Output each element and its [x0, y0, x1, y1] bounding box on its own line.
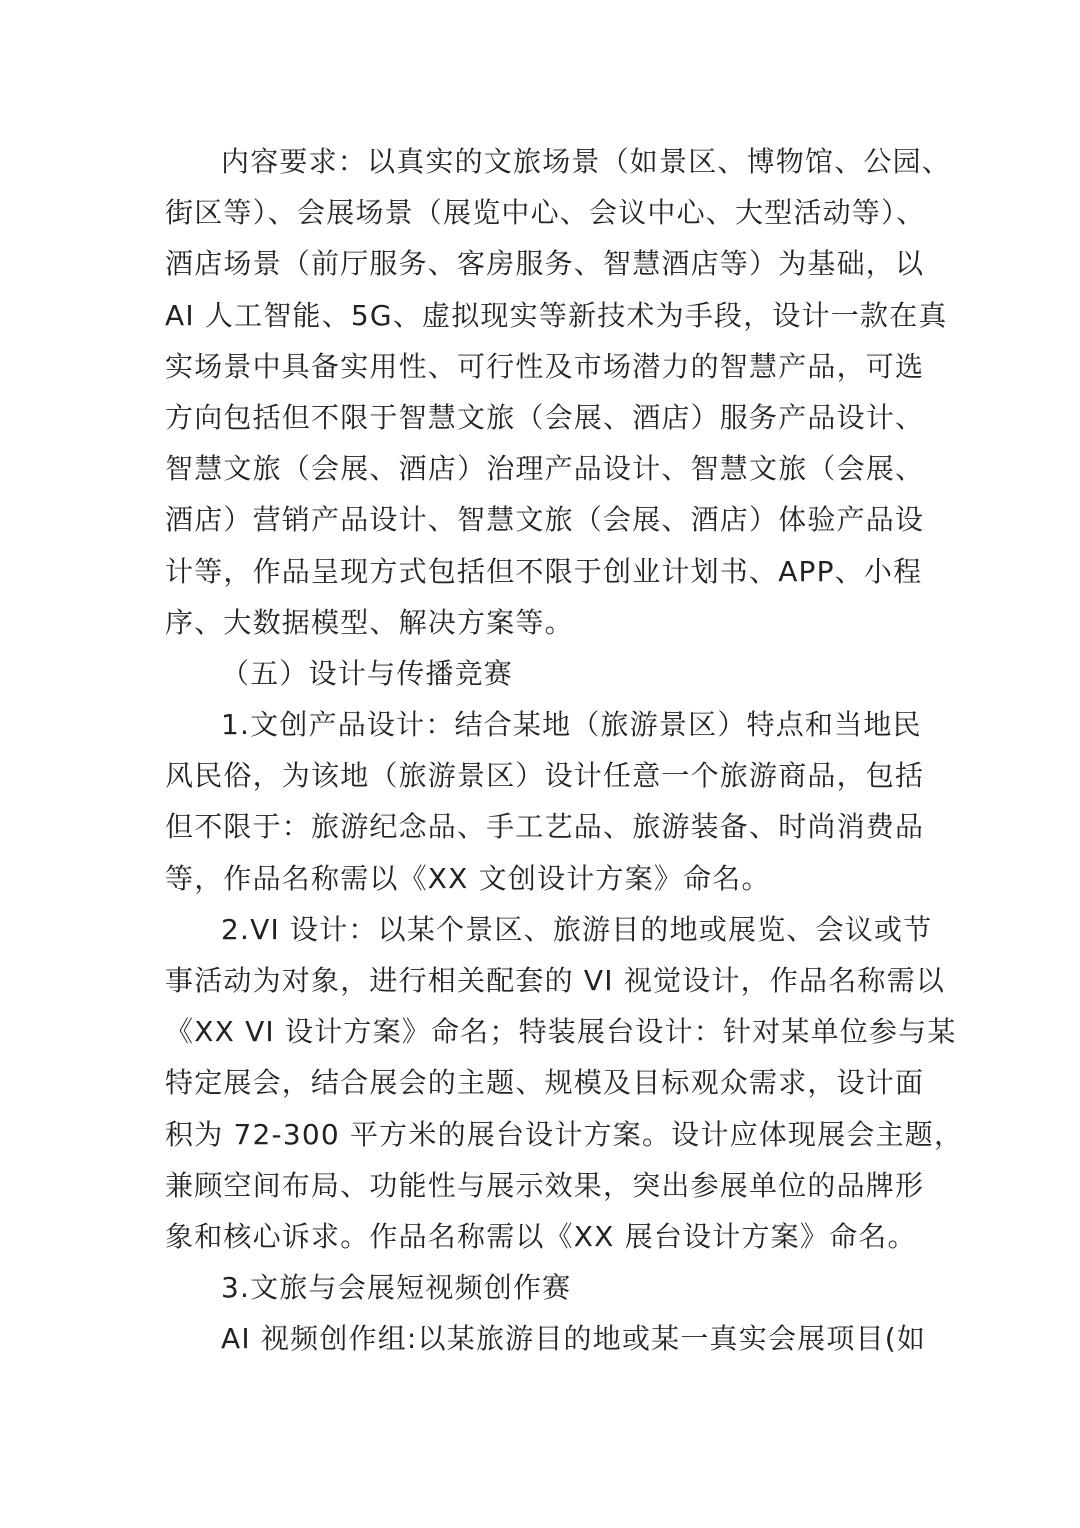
text-line: 象和核心诉求。作品名称需以《XX 展台设计方案》命名。 — [165, 1219, 917, 1253]
text-line: 智慧文旅（会展、酒店）治理产品设计、智慧文旅（会展、 — [165, 452, 925, 486]
text-line: 风民俗，为该地（旅游景区）设计任意一个旅游商品，包括 — [165, 759, 925, 793]
text-line: 酒店）营销产品设计、智慧文旅（会展、酒店）体验产品设 — [165, 503, 925, 537]
text-line: 街区等）、会展场景（展览中心、会议中心、大型活动等）、 — [165, 196, 926, 230]
text-line: （五）设计与传播竞赛 — [221, 656, 514, 690]
text-line: 酒店场景（前厅服务、客房服务、智慧酒店等）为基础，以 — [165, 247, 925, 281]
paragraph-item-3-short-video — [165, 1262, 917, 1313]
text-line: 计等，作品呈现方式包括但不限于创业计划书、APP、小程 — [165, 554, 923, 588]
text-line: 积为 72-300 平方米的展台设计方案。设计应体现展会主题， — [165, 1117, 964, 1151]
paragraph-item-2-vi-design — [165, 904, 964, 1262]
text-line: 1.文创产品设计：结合某地（旅游景区）特点和当地民 — [221, 708, 922, 742]
paragraph-item-1-cultural-product — [165, 699, 925, 904]
text-line: 《XX VI 设计方案》命名；特装展台设计：针对某单位参与某 — [165, 1015, 957, 1049]
text-line: 事活动为对象，进行相关配套的 VI 视觉设计，作品名称需以 — [165, 964, 946, 997]
text-line: 序、大数据模型、解决方案等。 — [165, 605, 574, 639]
text-line: 特定展会，结合展会的主题、规模及目标观众需求，设计面 — [165, 1066, 925, 1100]
text-line: AI 视频创作组:以某旅游目的地或某一真实会展项目(如 — [221, 1322, 927, 1356]
paragraph-ai-video-group — [165, 1313, 927, 1364]
text-line: AI 人工智能、5G、虚拟现实等新技术为手段，设计一款在真 — [165, 298, 948, 332]
text-line: 3.文旅与会展短视频创作赛 — [221, 1271, 572, 1305]
text-line: 但不限于：旅游纪念品、手工艺品、旅游装备、时尚消费品 — [165, 810, 925, 844]
paragraph-content-requirements — [165, 136, 952, 648]
document-body — [165, 136, 964, 1365]
text-line: 方向包括但不限于智慧文旅（会展、酒店）服务产品设计、 — [165, 400, 925, 434]
text-line: 实场景中具备实用性、可行性及市场潜力的智慧产品，可选 — [165, 349, 925, 383]
text-line: 内容要求：以真实的文旅场景（如景区、博物馆、公园、 — [221, 145, 952, 178]
paragraph-section-five-heading — [165, 648, 917, 699]
text-line: 2.VI 设计：以某个景区、旅游目的地或展览、会议或节 — [221, 912, 933, 946]
text-line: 等，作品名称需以《XX 文创设计方案》命名。 — [165, 861, 771, 895]
text-line: 兼顾空间布局、功能性与展示效果，突出参展单位的品牌形 — [165, 1168, 925, 1202]
